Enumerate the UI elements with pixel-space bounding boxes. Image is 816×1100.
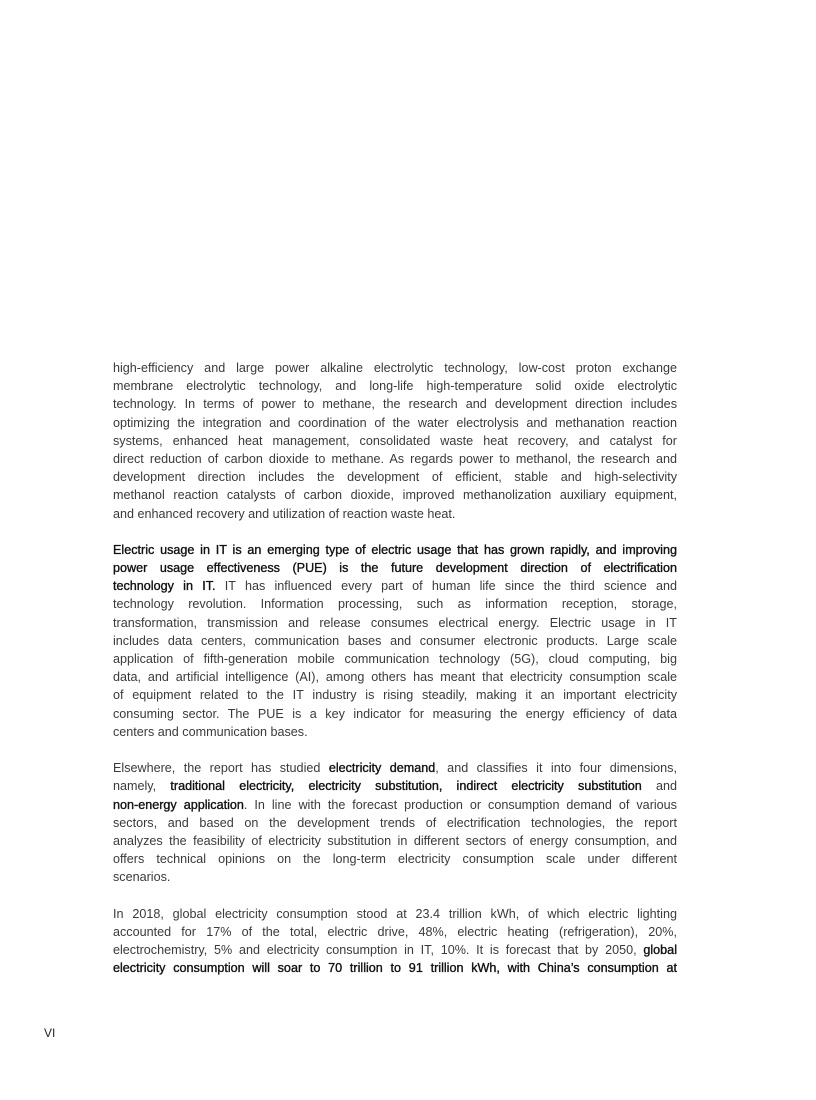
text-line [113, 395, 677, 413]
paragraph [113, 759, 677, 886]
text-line [113, 668, 677, 686]
bold-text: technology in IT. [113, 579, 216, 594]
text-line [113, 905, 677, 923]
text-line [113, 941, 677, 959]
text-line [113, 959, 677, 977]
text-line [113, 759, 677, 777]
text-line [113, 468, 677, 486]
text-line [113, 577, 677, 595]
text-run: technology revolution. Information processing, such as information reception, storage, [113, 597, 677, 612]
paragraph [113, 359, 677, 523]
text-line [113, 559, 677, 577]
text-line [113, 814, 677, 832]
text-run: namely, [113, 779, 171, 794]
text-run: sectors, and based on the development trends of electrification technologies, the report [113, 815, 677, 830]
text-run: development direction includes the development of efficient, stable and high-selectivity [113, 470, 677, 485]
text-line [113, 432, 677, 450]
text-line [113, 359, 677, 377]
text-run: includes data centers, communication bases and consumer electronic products. Large scale [113, 633, 677, 648]
text-line [113, 614, 677, 632]
text-run: IT has influenced every part of human life since the third science and [215, 579, 677, 594]
text-run: data, and artificial intelligence (AI), among others has meant that electricity consumption scale [113, 670, 677, 685]
text-run: analyzes the feasibility of electricity substitution in different sectors of energy consumption, and [113, 833, 677, 848]
text-line [113, 832, 677, 850]
text-line [113, 414, 677, 432]
text-line [113, 632, 677, 650]
text-run: technology. In terms of power to methane, the research and development direction includes [113, 397, 677, 412]
text-run: methanol reaction catalysts of carbon dioxide, improved methanolization auxiliary equipment, [113, 488, 677, 503]
paragraph [113, 905, 677, 978]
paragraph [113, 541, 677, 741]
text-line [113, 450, 677, 468]
text-line [113, 686, 677, 704]
text-line [113, 541, 677, 559]
text-line [113, 850, 677, 868]
text-line [113, 777, 677, 795]
bold-text: global [643, 943, 677, 957]
text-run: centers and communication bases. [113, 724, 308, 739]
text-line [113, 796, 677, 814]
text-run: high-efficiency and large power alkaline electrolytic technology, low-cost proton exchange [113, 361, 677, 375]
text-line [113, 505, 677, 523]
text-line [113, 868, 677, 886]
text-line [113, 723, 677, 741]
text-run: accounted for 17% of the total, electric drive, 48%, electric heating (refrigeration), 20%, [113, 924, 677, 939]
bold-text: non-energy application [113, 797, 244, 812]
text-run: application of fifth-generation mobile communication technology (5G), cloud computing, big [113, 652, 677, 666]
bold-text: electricity demand [328, 761, 436, 776]
text-run: of equipment related to the IT industry is rising steadily, making it an important electricity [113, 688, 677, 703]
text-run: optimizing the integration and coordination of the water electrolysis and methanation reaction [113, 415, 677, 430]
bold-text: power usage effectiveness (PUE) is the future development direction of electrification [113, 561, 677, 576]
text-line [113, 650, 677, 668]
text-run: electrochemistry, 5% and electricity consumption in IT, 10%. It is forecast that by 2050, [113, 943, 644, 957]
text-run: scenarios. [113, 870, 171, 885]
text-run: In 2018, global electricity consumption stood at 23.4 trillion kWh, of which electric lighting [113, 906, 677, 921]
text-run: direct reduction of carbon dioxide to methane. As regards power to methanol, the research and [113, 451, 677, 466]
text-run: consuming sector. The PUE is a key indicator for measuring the energy efficiency of data [113, 706, 677, 721]
page-number: VI [44, 1026, 56, 1040]
text-run: Elsewhere, the report has studied [113, 761, 329, 776]
text-run: , and classifies it into four dimensions, [435, 761, 677, 776]
text-run: and enhanced recovery and utilization of reaction waste heat. [113, 506, 456, 521]
bold-text: Electric usage in IT is an emerging type of electric usage that has grown rapidly, and improving [113, 542, 677, 557]
text-run: systems, enhanced heat management, consolidated waste heat recovery, and catalyst for [113, 433, 677, 448]
text-line [113, 486, 677, 504]
bold-text: electricity consumption will soar to 70 trillion to 91 trillion kWh, with China’s consumption at [113, 961, 677, 976]
text-line [113, 595, 677, 613]
bold-text: traditional electricity, electricity substitution, indirect electricity substitution [170, 779, 642, 794]
text-line [113, 923, 677, 941]
text-run: transformation, transmission and release consumes electrical energy. Electric usage in IT [113, 615, 677, 630]
text-line [113, 705, 677, 723]
body-text [113, 359, 677, 996]
text-run: and [641, 779, 677, 794]
text-line [113, 377, 677, 395]
text-run: . In line with the forecast production or consumption demand of various [243, 797, 677, 812]
text-run: membrane electrolytic technology, and long-life high-temperature solid oxide electrolytic [113, 379, 677, 394]
text-run: offers technical opinions on the long-term electricity consumption scale under different [113, 852, 677, 867]
